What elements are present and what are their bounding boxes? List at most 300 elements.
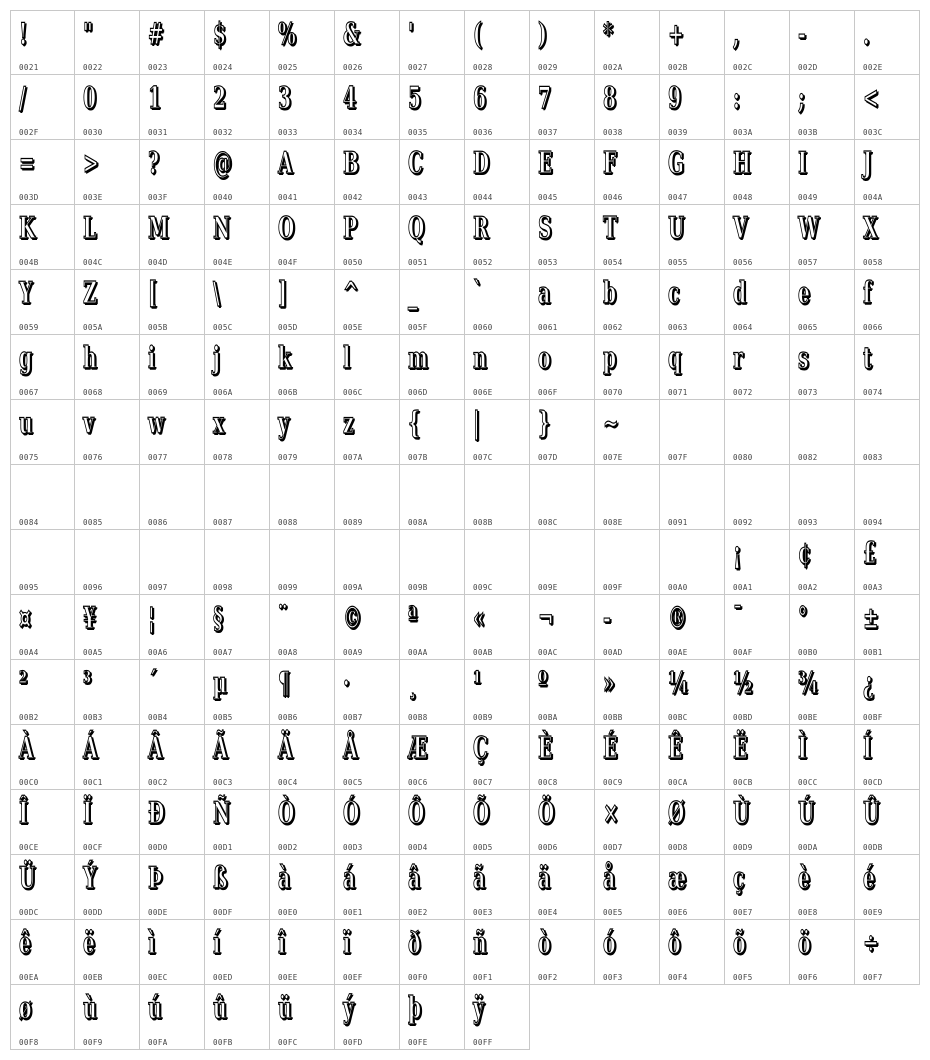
glyph-codepoint: 0092: [733, 518, 753, 527]
glyph-cell: [530, 400, 595, 465]
glyph-sample: ê: [19, 926, 31, 961]
glyph-codepoint: 00D0: [148, 843, 168, 852]
glyph-sample: A: [278, 146, 293, 181]
glyph-sample: ¥: [83, 601, 96, 636]
glyph-codepoint: 0067: [19, 388, 39, 397]
glyph-cell: [595, 75, 660, 140]
glyph-cell: [270, 400, 335, 465]
glyph-cell: [595, 595, 660, 660]
glyph-codepoint: 00FF: [473, 1038, 493, 1047]
glyph-sample: i: [148, 341, 156, 376]
glyph-cell: [205, 530, 270, 595]
glyph-sample: ¯: [733, 601, 743, 636]
glyph-cell: [75, 335, 140, 400]
glyph-cell: [335, 205, 400, 270]
glyph-codepoint: 0074: [863, 388, 883, 397]
glyph-codepoint: 005B: [148, 323, 168, 332]
glyph-sample: ¬: [538, 601, 554, 636]
glyph-codepoint: 00A5: [83, 648, 103, 657]
glyph-sample: Á: [83, 731, 98, 766]
glyph-codepoint: 0057: [798, 258, 818, 267]
glyph-cell: [270, 465, 335, 530]
glyph-cell: [270, 75, 335, 140]
glyph-cell: [530, 270, 595, 335]
glyph-sample: Ì: [798, 731, 807, 766]
glyph-cell: [75, 205, 140, 270]
glyph-sample: ?: [148, 146, 159, 181]
glyph-sample: è: [798, 861, 810, 896]
glyph-sample: ¤: [19, 601, 31, 636]
glyph-cell: [140, 465, 205, 530]
glyph-codepoint: 0079: [278, 453, 298, 462]
glyph-codepoint: 00F8: [19, 1038, 39, 1047]
glyph-cell: [270, 335, 335, 400]
glyph-codepoint: 005A: [83, 323, 103, 332]
glyph-codepoint: 006E: [473, 388, 493, 397]
glyph-cell: [790, 595, 855, 660]
glyph-cell: [595, 660, 660, 725]
glyph-sample: ù: [83, 991, 97, 1026]
glyph-codepoint: 00CA: [668, 778, 688, 787]
glyph-cell: [140, 595, 205, 660]
glyph-cell: [270, 725, 335, 790]
glyph-codepoint: 00EC: [148, 973, 168, 982]
glyph-codepoint: 00C5: [343, 778, 363, 787]
glyph-sample: O: [278, 211, 295, 246]
glyph-codepoint: 002D: [798, 63, 818, 72]
glyph-cell: [595, 205, 660, 270]
glyph-codepoint: 00BD: [733, 713, 753, 722]
glyph-sample: ÷: [863, 926, 879, 961]
glyph-cell: [10, 530, 75, 595]
glyph-sample: S: [538, 211, 552, 246]
glyph-codepoint: 004F: [278, 258, 298, 267]
glyph-codepoint: 002A: [603, 63, 623, 72]
glyph-cell: [335, 530, 400, 595]
glyph-cell: [465, 75, 530, 140]
glyph-codepoint: 0038: [603, 128, 623, 137]
glyph-cell: [790, 660, 855, 725]
glyph-sample: å: [603, 861, 616, 896]
glyph-cell: [335, 790, 400, 855]
glyph-codepoint: 00DB: [863, 843, 883, 852]
glyph-cell: [660, 270, 725, 335]
glyph-sample: U: [668, 211, 685, 246]
glyph-codepoint: 00D1: [213, 843, 233, 852]
glyph-cell: [595, 465, 660, 530]
glyph-cell: [855, 530, 920, 595]
glyph-sample: Â: [148, 731, 163, 766]
glyph-codepoint: 00AA: [408, 648, 428, 657]
glyph-codepoint: 0060: [473, 323, 493, 332]
glyph-codepoint: 00FB: [213, 1038, 233, 1047]
glyph-cell: [205, 985, 270, 1050]
glyph-codepoint: 00C1: [83, 778, 103, 787]
glyph-cell: [400, 985, 465, 1050]
glyph-sample: p: [603, 341, 617, 376]
glyph-codepoint: 0065: [798, 323, 818, 332]
glyph-codepoint: 009B: [408, 583, 428, 592]
glyph-codepoint: 003C: [863, 128, 883, 137]
glyph-codepoint: 00F9: [83, 1038, 103, 1047]
glyph-sample: e: [798, 276, 810, 311]
glyph-cell: [660, 465, 725, 530]
glyph-codepoint: 0048: [733, 193, 753, 202]
glyph-sample: ã: [473, 861, 486, 896]
glyph-codepoint: 0097: [148, 583, 168, 592]
glyph-sample: Í: [863, 731, 872, 766]
glyph-codepoint: 006D: [408, 388, 428, 397]
glyph-codepoint: 002C: [733, 63, 753, 72]
glyph-codepoint: 005F: [408, 323, 428, 332]
glyph-sample: Ü: [19, 861, 36, 896]
glyph-sample: 7: [538, 81, 551, 116]
glyph-cell: [140, 660, 205, 725]
glyph-codepoint: 00E1: [343, 908, 363, 917]
glyph-codepoint: 00FA: [148, 1038, 168, 1047]
glyph-cell: [465, 140, 530, 205]
glyph-codepoint: 0052: [473, 258, 493, 267]
glyph-sample: Æ: [408, 731, 428, 766]
glyph-sample: ;: [798, 81, 805, 116]
glyph-codepoint: 0053: [538, 258, 558, 267]
glyph-codepoint: 0040: [213, 193, 233, 202]
glyph-sample: V: [733, 211, 748, 246]
glyph-cell: [790, 790, 855, 855]
glyph-cell: [855, 790, 920, 855]
glyph-cell: [660, 920, 725, 985]
glyph-codepoint: 0098: [213, 583, 233, 592]
glyph-codepoint: 0070: [603, 388, 623, 397]
glyph-codepoint: 00EB: [83, 973, 103, 982]
glyph-cell: [465, 985, 530, 1050]
glyph-cell: [75, 530, 140, 595]
glyph-cell: [205, 335, 270, 400]
glyph-codepoint: 003E: [83, 193, 103, 202]
glyph-codepoint: 0027: [408, 63, 428, 72]
glyph-cell: [140, 790, 205, 855]
glyph-codepoint: 0088: [278, 518, 298, 527]
glyph-sample: d: [733, 276, 747, 311]
glyph-codepoint: 00DA: [798, 843, 818, 852]
glyph-codepoint: 0049: [798, 193, 818, 202]
glyph-codepoint: 00AE: [668, 648, 688, 657]
glyph-codepoint: 0031: [148, 128, 168, 137]
glyph-codepoint: 006F: [538, 388, 558, 397]
glyph-codepoint: 00A7: [213, 648, 233, 657]
glyph-sample: Õ: [473, 796, 490, 831]
glyph-cell: [140, 855, 205, 920]
glyph-cell: [10, 660, 75, 725]
glyph-cell: [725, 530, 790, 595]
glyph-cell: [855, 400, 920, 465]
glyph-cell: [855, 270, 920, 335]
glyph-sample: µ: [213, 666, 227, 701]
glyph-codepoint: 0050: [343, 258, 363, 267]
glyph-cell: [465, 790, 530, 855]
glyph-sample: b: [603, 276, 617, 311]
glyph-codepoint: 009C: [473, 583, 493, 592]
glyph-cell: [400, 465, 465, 530]
glyph-sample: s: [798, 341, 809, 376]
glyph-sample: {: [408, 406, 420, 441]
glyph-codepoint: 0093: [798, 518, 818, 527]
glyph-sample: >: [83, 146, 99, 181]
glyph-cell: [725, 595, 790, 660]
glyph-cell: [725, 75, 790, 140]
glyph-cell: [530, 855, 595, 920]
glyph-sample: ö: [798, 926, 811, 961]
glyph-codepoint: 0094: [863, 518, 883, 527]
glyph-sample: °: [798, 601, 808, 636]
glyph-cell: [465, 725, 530, 790]
glyph-cell: [465, 920, 530, 985]
glyph-cell: [75, 75, 140, 140]
glyph-codepoint: 00F3: [603, 973, 623, 982]
glyph-sample: J: [863, 146, 872, 181]
glyph-cell: [400, 205, 465, 270]
glyph-codepoint: 0029: [538, 63, 558, 72]
glyph-sample: T: [603, 211, 617, 246]
glyph-sample: ): [538, 17, 547, 52]
glyph-cell: [465, 205, 530, 270]
glyph-cell: [595, 400, 660, 465]
glyph-sample: Ø: [668, 796, 685, 831]
glyph-codepoint: 003B: [798, 128, 818, 137]
glyph-cell: [530, 725, 595, 790]
glyph-cell: [465, 660, 530, 725]
glyph-cell: [855, 660, 920, 725]
glyph-codepoint: 0062: [603, 323, 623, 332]
glyph-codepoint: 002E: [863, 63, 883, 72]
glyph-sample: ¢: [798, 536, 811, 571]
glyph-codepoint: 009E: [538, 583, 558, 592]
glyph-cell: [595, 920, 660, 985]
glyph-sample: Ù: [733, 796, 750, 831]
glyph-sample: H: [733, 146, 751, 181]
glyph-cell: [75, 855, 140, 920]
glyph-sample: !: [19, 17, 28, 52]
glyph-cell: [75, 985, 140, 1050]
glyph-codepoint: 00E4: [538, 908, 558, 917]
glyph-cell: [660, 140, 725, 205]
glyph-codepoint: 00F1: [473, 973, 493, 982]
glyph-cell: [465, 335, 530, 400]
glyph-sample: l: [343, 341, 351, 376]
glyph-sample: Ï: [83, 796, 92, 831]
glyph-codepoint: 0030: [83, 128, 103, 137]
glyph-cell: [205, 140, 270, 205]
glyph-sample: M: [148, 211, 169, 246]
glyph-cell: [725, 205, 790, 270]
glyph-codepoint: 00D7: [603, 843, 623, 852]
glyph-sample: ³: [83, 666, 92, 701]
glyph-cell: [270, 595, 335, 660]
glyph-cell: [530, 140, 595, 205]
glyph-sample: Ã: [213, 731, 228, 766]
glyph-sample: o: [538, 341, 551, 376]
glyph-sample: r: [733, 341, 743, 376]
glyph-codepoint: 00E7: [733, 908, 753, 917]
glyph-cell: [790, 140, 855, 205]
glyph-cell: [10, 985, 75, 1050]
glyph-cell: [270, 10, 335, 75]
glyph-cell: [75, 465, 140, 530]
glyph-sample: B: [343, 146, 359, 181]
glyph-cell: [855, 920, 920, 985]
glyph-cell: [335, 595, 400, 660]
glyph-codepoint: 00F0: [408, 973, 428, 982]
glyph-codepoint: 00C7: [473, 778, 493, 787]
glyph-codepoint: 00E6: [668, 908, 688, 917]
glyph-codepoint: 0044: [473, 193, 493, 202]
glyph-codepoint: 00DD: [83, 908, 103, 917]
glyph-codepoint: 008A: [408, 518, 428, 527]
glyph-cell: [400, 725, 465, 790]
glyph-codepoint: 00B0: [798, 648, 818, 657]
glyph-codepoint: 00BC: [668, 713, 688, 722]
glyph-codepoint: 00DC: [19, 908, 39, 917]
glyph-sample: é: [863, 861, 875, 896]
glyph-sample: x: [213, 406, 225, 441]
glyph-codepoint: 00B8: [408, 713, 428, 722]
glyph-cell: [10, 920, 75, 985]
glyph-codepoint: 005E: [343, 323, 363, 332]
glyph-sample: 0: [83, 81, 96, 116]
glyph-codepoint: 00B1: [863, 648, 883, 657]
glyph-cell: [530, 660, 595, 725]
glyph-cell: [790, 855, 855, 920]
glyph-sample: Û: [863, 796, 880, 831]
glyph-codepoint: 004D: [148, 258, 168, 267]
glyph-cell: [205, 790, 270, 855]
glyph-cell: [530, 335, 595, 400]
glyph-cell: [725, 400, 790, 465]
glyph-cell: [335, 75, 400, 140]
glyph-cell: [465, 270, 530, 335]
glyph-sample: Ä: [278, 731, 293, 766]
glyph-cell: [790, 335, 855, 400]
glyph-cell: [270, 205, 335, 270]
glyph-codepoint: 0039: [668, 128, 688, 137]
glyph-codepoint: 00DF: [213, 908, 233, 917]
glyph-codepoint: 00ED: [213, 973, 233, 982]
glyph-cell: [790, 270, 855, 335]
glyph-sample: ÿ: [473, 991, 484, 1026]
glyph-codepoint: 005C: [213, 323, 233, 332]
glyph-codepoint: 0042: [343, 193, 363, 202]
glyph-sample: t: [863, 341, 872, 376]
glyph-sample: ä: [538, 861, 551, 896]
glyph-cell: [790, 465, 855, 530]
glyph-cell: [205, 10, 270, 75]
glyph-sample: ¦: [148, 601, 155, 636]
glyph-cell: [595, 855, 660, 920]
glyph-codepoint: 00BE: [798, 713, 818, 722]
glyph-cell: [10, 400, 75, 465]
glyph-cell: [10, 725, 75, 790]
glyph-cell: [725, 140, 790, 205]
glyph-cell: [205, 75, 270, 140]
glyph-cell: [140, 75, 205, 140]
glyph-sample: w: [148, 406, 165, 441]
glyph-cell: [465, 595, 530, 660]
glyph-codepoint: 00C2: [148, 778, 168, 787]
glyph-cell: [270, 660, 335, 725]
glyph-sample: h: [83, 341, 97, 376]
glyph-codepoint: 00D8: [668, 843, 688, 852]
glyph-sample: ë: [83, 926, 95, 961]
glyph-cell: [855, 855, 920, 920]
glyph-codepoint: 0054: [603, 258, 623, 267]
glyph-cell: [595, 725, 660, 790]
glyph-sample: k: [278, 341, 291, 376]
glyph-sample: ©: [343, 601, 362, 636]
glyph-codepoint: 00C9: [603, 778, 623, 787]
glyph-cell: [790, 205, 855, 270]
glyph-codepoint: 00DE: [148, 908, 168, 917]
glyph-codepoint: 009A: [343, 583, 363, 592]
glyph-codepoint: 00E8: [798, 908, 818, 917]
glyph-codepoint: 0033: [278, 128, 298, 137]
glyph-cell: [75, 920, 140, 985]
glyph-codepoint: 0086: [148, 518, 168, 527]
glyph-cell: [10, 140, 75, 205]
glyph-cell: [400, 660, 465, 725]
glyph-codepoint: 0071: [668, 388, 688, 397]
glyph-sample: ü: [278, 991, 292, 1026]
glyph-sample: ß: [213, 861, 228, 896]
glyph-codepoint: 00C6: [408, 778, 428, 787]
glyph-sample: u: [19, 406, 33, 441]
glyph-sample: í: [213, 926, 221, 961]
glyph-cell: [725, 270, 790, 335]
glyph-cell: [400, 595, 465, 660]
glyph-cell: [465, 530, 530, 595]
glyph-cell: [205, 855, 270, 920]
glyph-sample: :: [733, 81, 740, 116]
glyph-cell: [75, 725, 140, 790]
glyph-sample: g: [19, 341, 33, 376]
glyph-codepoint: 00AD: [603, 648, 623, 657]
glyph-codepoint: 00D6: [538, 843, 558, 852]
glyph-codepoint: 00F5: [733, 973, 753, 982]
glyph-codepoint: 006B: [278, 388, 298, 397]
glyph-sample: +: [668, 17, 684, 52]
glyph-cell: [855, 595, 920, 660]
glyph-sample: ×: [603, 796, 619, 831]
glyph-sample: À: [19, 731, 34, 766]
glyph-sample: &: [343, 17, 360, 52]
glyph-sample: »: [603, 666, 615, 701]
glyph-codepoint: 006A: [213, 388, 233, 397]
glyph-cell: [725, 660, 790, 725]
glyph-cell: [400, 530, 465, 595]
glyph-sample: `: [473, 276, 483, 311]
glyph-sample: ¨: [278, 601, 288, 636]
glyph-sample: R: [473, 211, 489, 246]
glyph-sample: «: [473, 601, 485, 636]
glyph-codepoint: 0047: [668, 193, 688, 202]
glyph-sample: ´: [148, 666, 158, 701]
glyph-cell: [660, 400, 725, 465]
glyph-cell: [660, 530, 725, 595]
glyph-codepoint: 00A6: [148, 648, 168, 657]
glyph-sample: 3: [278, 81, 291, 116]
glyph-sample: Ë: [733, 731, 748, 766]
glyph-cell: [335, 855, 400, 920]
glyph-cell: [725, 920, 790, 985]
